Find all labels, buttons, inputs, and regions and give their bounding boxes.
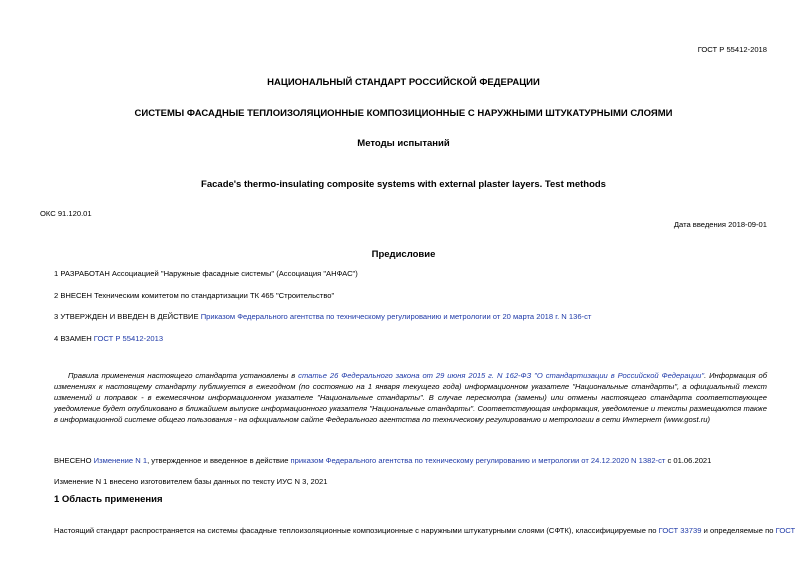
foreword-item-4 bbox=[54, 333, 163, 344]
standard-name-heading: СИСТЕМЫ ФАСАДНЫЕ ТЕПЛОИЗОЛЯЦИОННЫЕ КОМПОЗИЦИОННЫЕ С НАРУЖНЫМИ ШТУКАТУРНЫМИ СЛОЯМИ bbox=[134, 108, 673, 119]
standard-subtitle: Методы испытаний bbox=[357, 138, 450, 149]
amendment-note: Изменение N 1 внесено изготовителем базы данных по тексту ИУС N 3, 2021 bbox=[54, 477, 328, 486]
introduction-date: Дата введения 2018-09-01 bbox=[673, 220, 767, 229]
foreword-item-3-text: 3 УТВЕРЖДЕН И ВВЕДЕН В ДЕЙСТВИЕ bbox=[54, 312, 201, 321]
english-title: Facade's thermo-insulating composite systems with external plaster layers. Test methods bbox=[201, 179, 606, 190]
order-136-link[interactable]: Приказом Федерального агентства по техническому регулированию и метрологии от 20 марта 2018 г. N 136-ст bbox=[200, 312, 592, 321]
federal-law-162-link[interactable]: статье 26 Федерального закона от 29 июня 2015 г. N 162-ФЗ "О стандартизации в Российской Федерации" bbox=[298, 371, 705, 380]
order-1382-link[interactable]: приказом Федерального агентства по техническому регулированию и метрологии от 24.12.2020 N 1382-ст bbox=[290, 456, 666, 465]
foreword-item-1: 1 РАЗРАБОТАН Ассоциацией "Наружные фасадные системы" (Ассоциация "АНФАС") bbox=[54, 269, 358, 278]
section-1-heading: 1 Область применения bbox=[54, 494, 163, 505]
rules-text-1: Правила применения настоящего стандарта установлены в bbox=[68, 371, 299, 380]
foreword-item-2: 2 ВНЕСЕН Техническим комитетом по стандартизации ТК 465 "Строительство" bbox=[54, 291, 335, 300]
rules-paragraph bbox=[54, 370, 767, 425]
foreword-item-3 bbox=[54, 311, 591, 322]
amendment-middle: , утвержденное и введенное в действие bbox=[147, 456, 291, 465]
amendment-prefix: ВНЕСЕНО bbox=[54, 456, 94, 465]
section-1-paragraph bbox=[54, 525, 796, 536]
amendment-suffix: с 01.06.2021 bbox=[665, 456, 712, 465]
document-code: ГОСТ Р 55412-2018 bbox=[697, 45, 767, 54]
amendment-1-link[interactable]: Изменение N 1 bbox=[93, 456, 148, 465]
amendment-line bbox=[54, 455, 711, 466]
section-1-text-2: и определяемые по bbox=[701, 526, 776, 535]
oks-code: ОКС 91.120.01 bbox=[40, 209, 92, 218]
gost-link[interactable]: ГОСТ bbox=[775, 526, 796, 535]
standard-type-heading: НАЦИОНАЛЬНЫЙ СТАНДАРТ РОССИЙСКОЙ ФЕДЕРАЦИИ bbox=[267, 77, 540, 88]
rules-text-2: . Информация об изменениях к настоящему стандарту публикуется в ежегодном (по состоянию на 1 января текущего года) информационном указателе "Национальные стандарты", а официальный текст изменений и поправок - в ежемесячном информационном указателе "Национальные стандарты". В случае пересмотра (замены) или отмены настоящего стандарта соответствующее уведомление будет опубликовано в ближайшем выпуске информационного указателя "Национальные стандарты". Соответствующая информация, уведомление и тексты размещаются также в информационной системе общего пользования - на официальном сайте Федерального агентства по техническому регулированию и метрологии в сети Интернет (www.gost.ru) bbox=[54, 371, 767, 424]
foreword-item-4-text: 4 ВЗАМЕН bbox=[54, 334, 94, 343]
gost-33739-link[interactable]: ГОСТ 33739 bbox=[658, 526, 702, 535]
section-1-text-1: Настоящий стандарт распространяется на системы фасадные теплоизоляционные композиционные с наружными штукатурными слоями (СФТК), классифицируемые по bbox=[54, 526, 659, 535]
gost-r-55412-2013-link[interactable]: ГОСТ Р 55412-2013 bbox=[93, 334, 164, 343]
foreword-heading: Предисловие bbox=[371, 249, 436, 260]
